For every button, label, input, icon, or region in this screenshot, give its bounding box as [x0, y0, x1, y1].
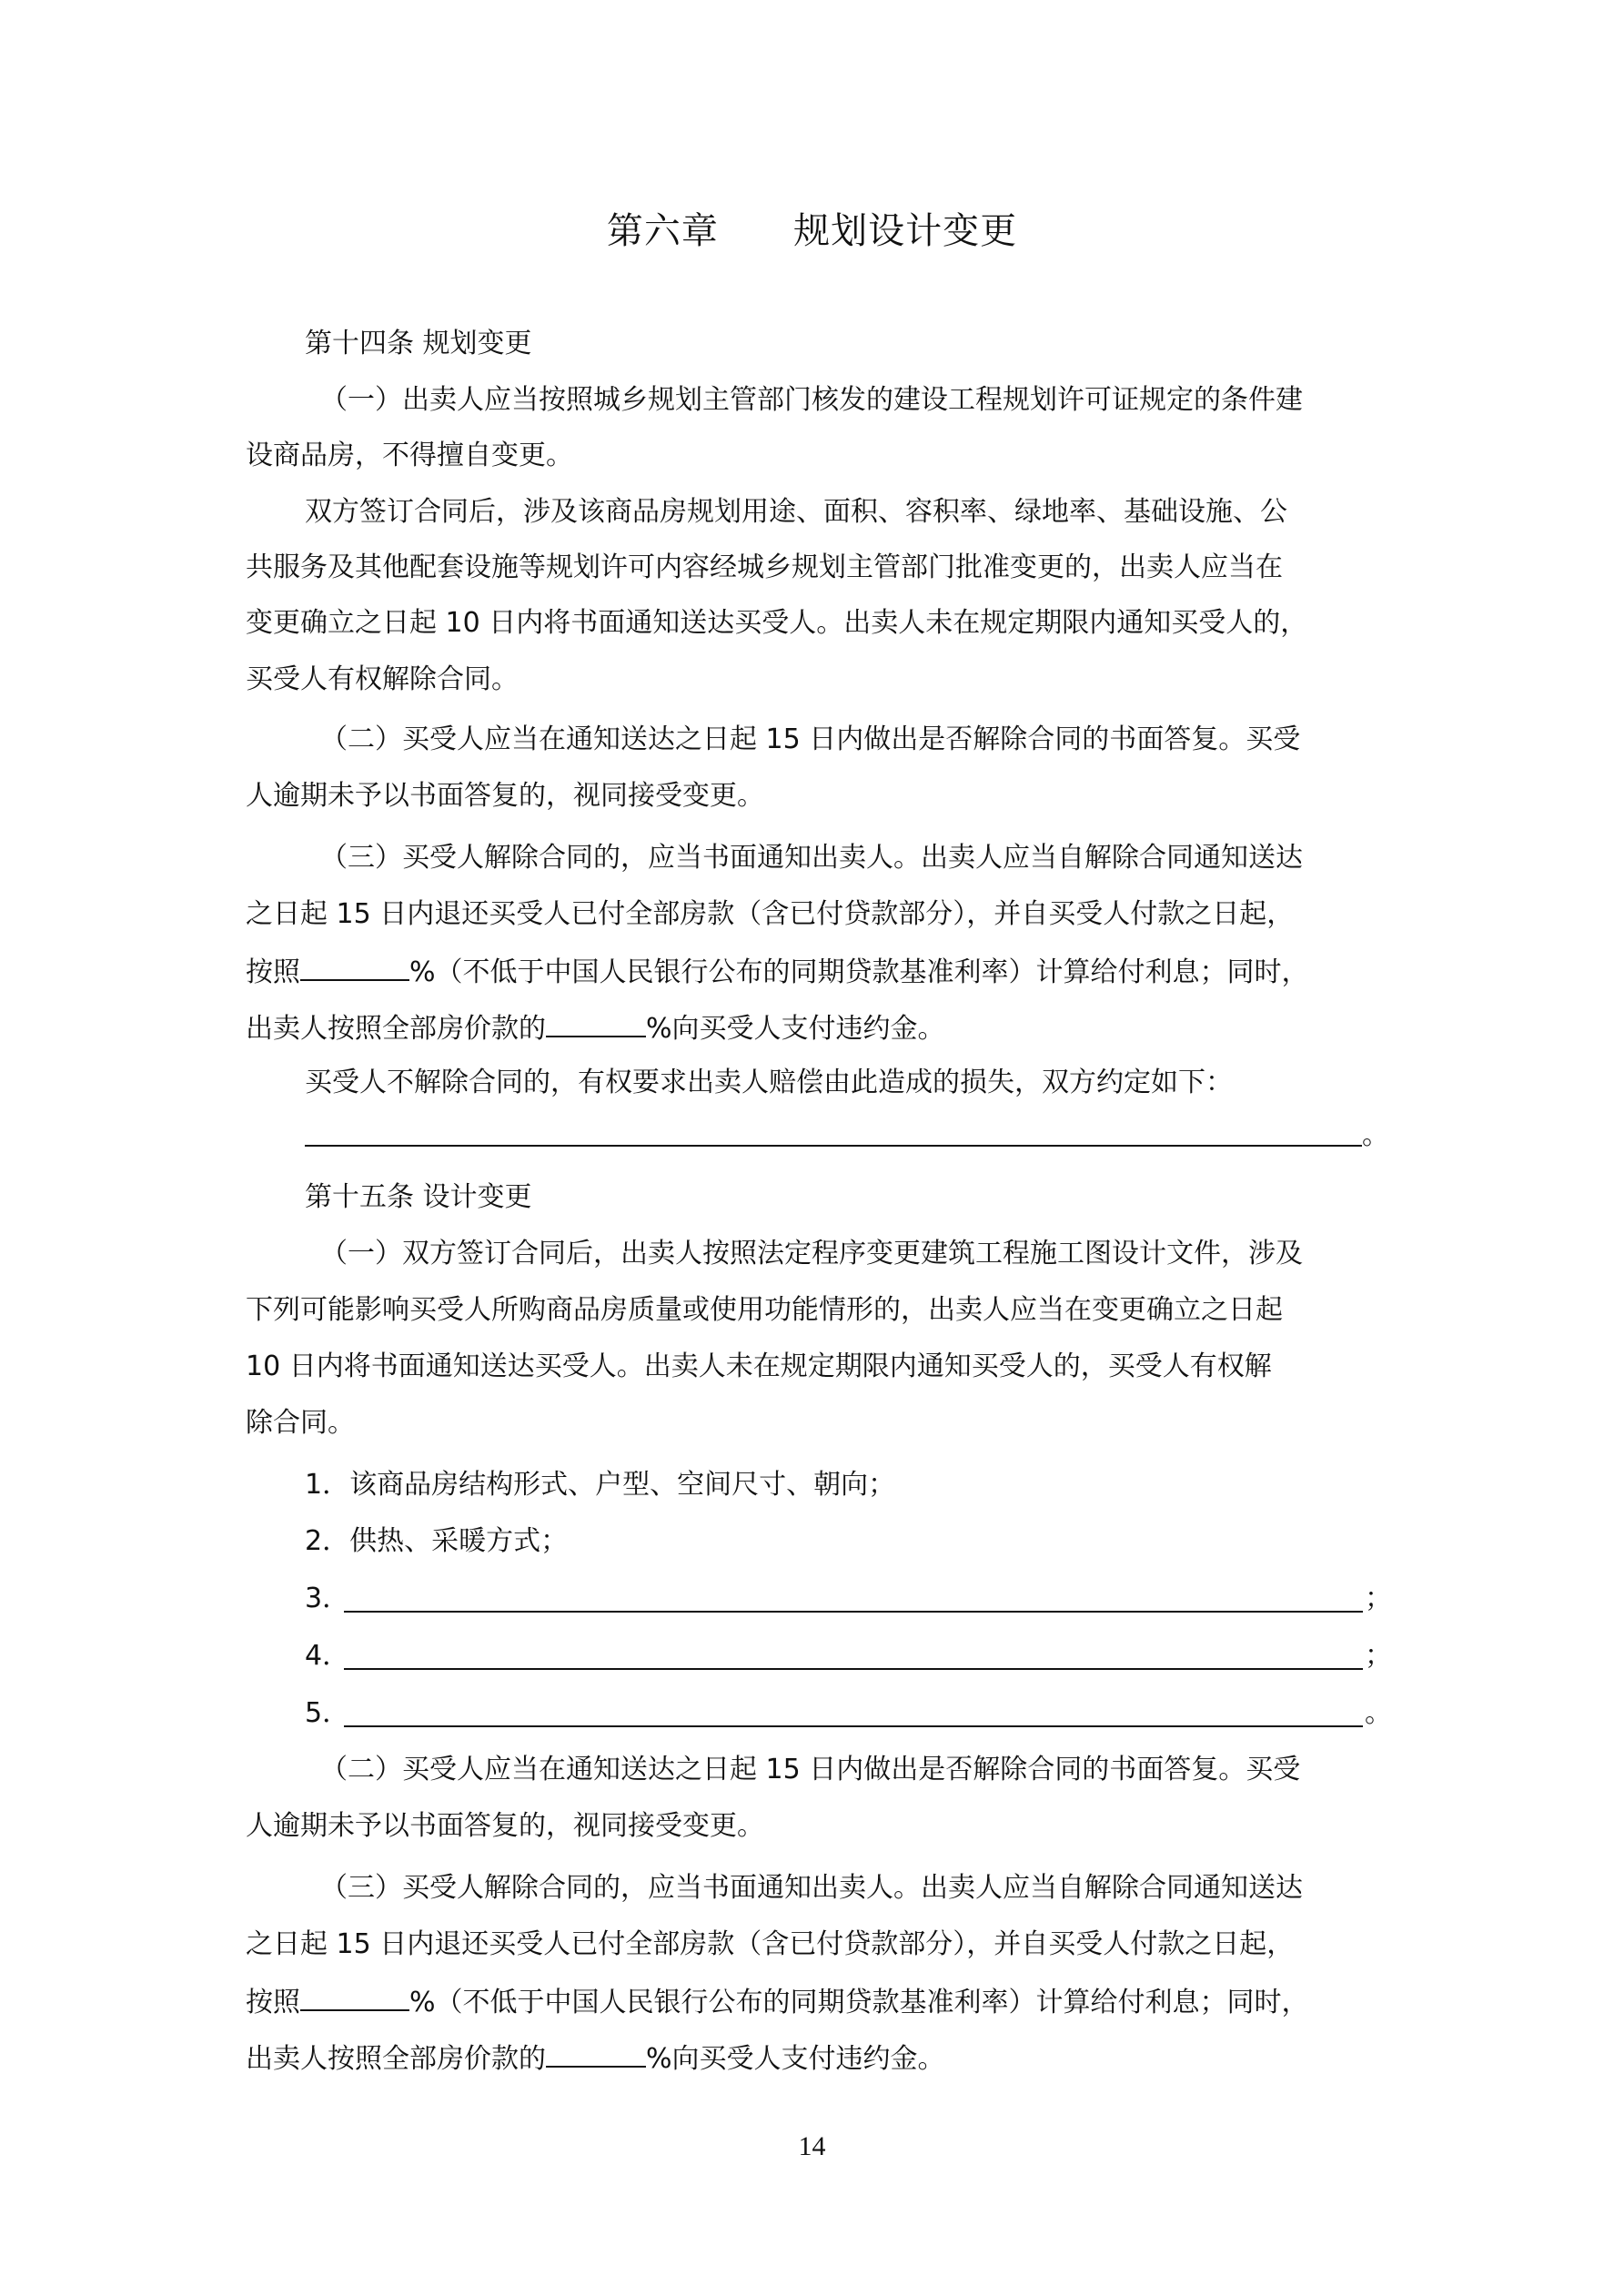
- end-mark: 。: [1365, 1697, 1392, 1729]
- article-15-para-1-line: 除合同。: [246, 1407, 355, 1439]
- list-item: [305, 1523, 568, 1560]
- article-14-para-1-line: （一）出卖人应当按照城乡规划主管部门核发的建设工程规划许可证规定的条件建: [320, 384, 1303, 416]
- damages-agreement-blank[interactable]: [305, 1145, 1362, 1147]
- list-item-number: 3．: [305, 1583, 350, 1614]
- list-item-number: 5．: [305, 1697, 350, 1729]
- article-14-para-2-line: 买受人有权解除合同。: [246, 663, 519, 695]
- interest-rate-blank[interactable]: [300, 1984, 409, 2011]
- list-item-5-blank[interactable]: [344, 1725, 1363, 1727]
- end-mark: ；: [1365, 1583, 1392, 1614]
- article-15-para-3-line: [246, 2040, 945, 2078]
- article-14-para-3-line: 人逾期未予以书面答复的，视同接受变更。: [246, 780, 764, 812]
- text-segment: %向买受人支付违约金。: [646, 1013, 945, 1045]
- article-14-para-3-line: （二）买受人应当在通知送达之日起 15 日内做出是否解除合同的书面答复。买受: [320, 723, 1301, 755]
- text-segment: %（不低于中国人民银行公布的同期贷款基准利率）计算给付利息；同时，: [409, 1987, 1309, 2018]
- article-15-para-1-line: 10 日内将书面通知送达买受人。出卖人未在规定期限内通知买受人的，买受人有权解: [246, 1350, 1272, 1382]
- list-item-number: 2．: [305, 1525, 350, 1557]
- article-15-para-1-line: （一）双方签订合同后，出卖人按照法定程序变更建筑工程施工图设计文件，涉及: [320, 1238, 1303, 1269]
- text-segment: 按照: [246, 1987, 300, 2018]
- article-15-para-1-line: 下列可能影响买受人所购商品房质量或使用功能情形的，出卖人应当在变更确立之日起: [246, 1294, 1283, 1326]
- article-14-para-4-line: （三）买受人解除合同的，应当书面通知出卖人。出卖人应当自解除合同通知送达: [320, 842, 1303, 874]
- list-item-number: 4．: [305, 1640, 350, 1672]
- article-14-para-5-line: 买受人不解除合同的，有权要求出卖人赔偿由此造成的损失，双方约定如下：: [305, 1067, 1233, 1098]
- text-segment: 按照: [246, 956, 300, 988]
- list-item-4-blank[interactable]: [344, 1668, 1363, 1670]
- text-segment: %（不低于中国人民银行公布的同期贷款基准利率）计算给付利息；同时，: [409, 956, 1309, 988]
- article-15-para-2-line: （二）买受人应当在通知送达之日起 15 日内做出是否解除合同的书面答复。买受: [320, 1754, 1301, 1785]
- end-mark: ；: [1365, 1640, 1392, 1672]
- list-item-3-blank[interactable]: [344, 1611, 1363, 1613]
- page-number: 14: [798, 2131, 826, 2161]
- text-segment: 出卖人按照全部房价款的: [246, 2043, 546, 2075]
- list-item-text: 供热、采暖方式；: [349, 1525, 569, 1557]
- article-15-para-2-line: 人逾期未予以书面答复的，视同接受变更。: [246, 1810, 764, 1842]
- article-14-para-4-line: [246, 1010, 945, 1047]
- article-15-para-3-line: [246, 1984, 1309, 2021]
- article-14-heading: 第十四条 规划变更: [305, 328, 532, 359]
- interest-rate-blank[interactable]: [300, 954, 409, 981]
- article-14-para-4-line: 之日起 15 日内退还买受人已付全部房款（含已付贷款部分），并自买受人付款之日起，: [246, 898, 1295, 930]
- article-15-para-3-line: 之日起 15 日内退还买受人已付全部房款（含已付贷款部分），并自买受人付款之日起，: [246, 1928, 1295, 1960]
- article-15-heading: 第十五条 设计变更: [305, 1181, 532, 1213]
- article-14-para-2-line: 变更确立之日起 10 日内将书面通知送达买受人。出卖人未在规定期限内通知买受人的，: [246, 607, 1308, 639]
- article-14-para-2-line: 双方签订合同后，涉及该商品房规划用途、面积、容积率、绿地率、基础设施、公: [305, 496, 1287, 528]
- chapter-title: 第六章 规划设计变更: [606, 210, 1018, 252]
- article-14-para-4-line: [246, 954, 1309, 991]
- article-14-para-1-line: 设商品房，不得擅自变更。: [246, 440, 573, 471]
- list-item-text: 该商品房结构形式、户型、空间尺寸、朝向；: [349, 1469, 896, 1501]
- article-15-para-3-line: （三）买受人解除合同的，应当书面通知出卖人。出卖人应当自解除合同通知送达: [320, 1872, 1303, 1904]
- penalty-rate-blank[interactable]: [546, 2040, 646, 2068]
- penalty-rate-blank[interactable]: [546, 1010, 646, 1037]
- list-item-number: 1．: [305, 1469, 350, 1501]
- end-mark: 。: [1362, 1119, 1389, 1151]
- text-segment: 出卖人按照全部房价款的: [246, 1013, 546, 1045]
- list-item: [305, 1467, 895, 1503]
- article-14-para-2-line: 共服务及其他配套设施等规划许可内容经城乡规划主管部门批准变更的，出卖人应当在: [246, 551, 1283, 583]
- text-segment: %向买受人支付违约金。: [646, 2043, 945, 2075]
